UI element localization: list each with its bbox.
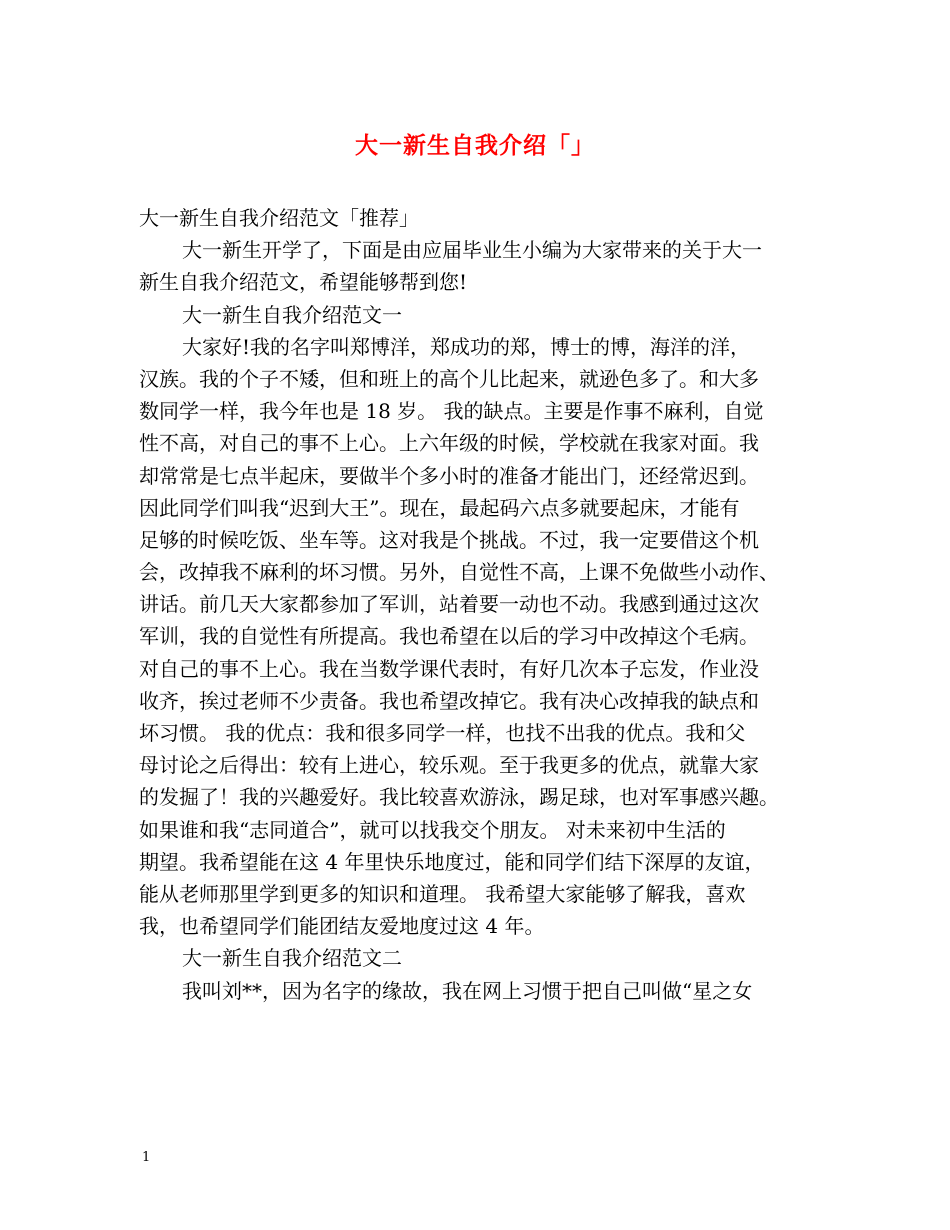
text-line: 数同学一样，我今年也是 18 岁。 我的缺点。主要是作事不麻利，自觉 — [139, 399, 764, 424]
text-line: 对自己的事不上心。我在当数学课代表时，有好几次本子忘发，作业没 — [139, 656, 759, 681]
text-line: 因此同学们叫我“迟到大王”。现在，最起码六点多就要起床，才能有 — [139, 495, 740, 520]
text-line: 讲话。前几天大家都参加了军训，站着要一动也不动。我感到通过这次 — [139, 592, 759, 617]
text-line: 的发掘了！我的兴趣爱好。我比较喜欢游泳，踢足球，也对军事感兴趣。 — [139, 785, 779, 810]
text-line: 却常常是七点半起床，要做半个多小时的准备才能出门，还经常迟到。 — [139, 463, 759, 488]
document-title: 大一新生自我介绍「」 — [355, 132, 595, 159]
text-line: 新生自我介绍范文，希望能够帮到您! — [139, 270, 468, 295]
text-line: 会，改掉我不麻利的坏习惯。另外，自觉性不高，上课不免做些小动作、 — [139, 560, 779, 585]
text-line: 足够的时候吃饭、坐车等。这对我是个挑战。不过，我一定要借这个机 — [139, 527, 759, 552]
text-line: 坏习惯。 我的优点：我和很多同学一样，也找不出我的优点。我和父 — [139, 721, 746, 745]
text-line: 收齐，挨过老师不少责备。我也希望改掉它。我有决心改掉我的缺点和 — [139, 688, 759, 713]
text-line: 如果谁和我“志同道合”，就可以找我交个朋友。 对未来初中生活的 — [139, 817, 726, 842]
page-number: 1 — [142, 1150, 151, 1165]
text-line: 大家好!我的名字叫郑博洋，郑成功的郑，博士的博，海洋的洋， — [182, 334, 751, 359]
text-line: 大一新生自我介绍范文「推荐」 — [139, 206, 419, 230]
text-line: 期望。我希望能在这 4 年里快乐地度过，能和同学们结下深厚的友谊， — [139, 849, 765, 874]
text-line: 军训，我的自觉性有所提高。我也希望在以后的学习中改掉这个毛病。 — [139, 624, 759, 649]
text-line: 能从老师那里学到更多的知识和道理。 我希望大家能够了解我，喜欢 — [139, 881, 746, 906]
text-line: 大一新生开学了，下面是由应届毕业生小编为大家带来的关于大一 — [182, 238, 762, 263]
text-line: 母讨论之后得出：较有上进心，较乐观。至于我更多的优点，就靠大家 — [139, 753, 759, 778]
text-line: 性不高，对自己的事不上心。上六年级的时候，学校就在我家对面。我 — [139, 431, 759, 456]
text-line: 汉族。我的个子不矮，但和班上的高个儿比起来，就逊色多了。和大多 — [139, 366, 759, 391]
text-line: 大一新生自我介绍范文一 — [182, 302, 402, 327]
text-line: 大一新生自我介绍范文二 — [182, 946, 402, 971]
text-line: 我叫刘**，因为名字的缘故，我在网上习惯于把自己叫做“星之女 — [182, 978, 753, 1003]
text-line: 我，也希望同学们能团结友爱地度过这 4 年。 — [139, 914, 545, 939]
document-body — [139, 202, 819, 1007]
